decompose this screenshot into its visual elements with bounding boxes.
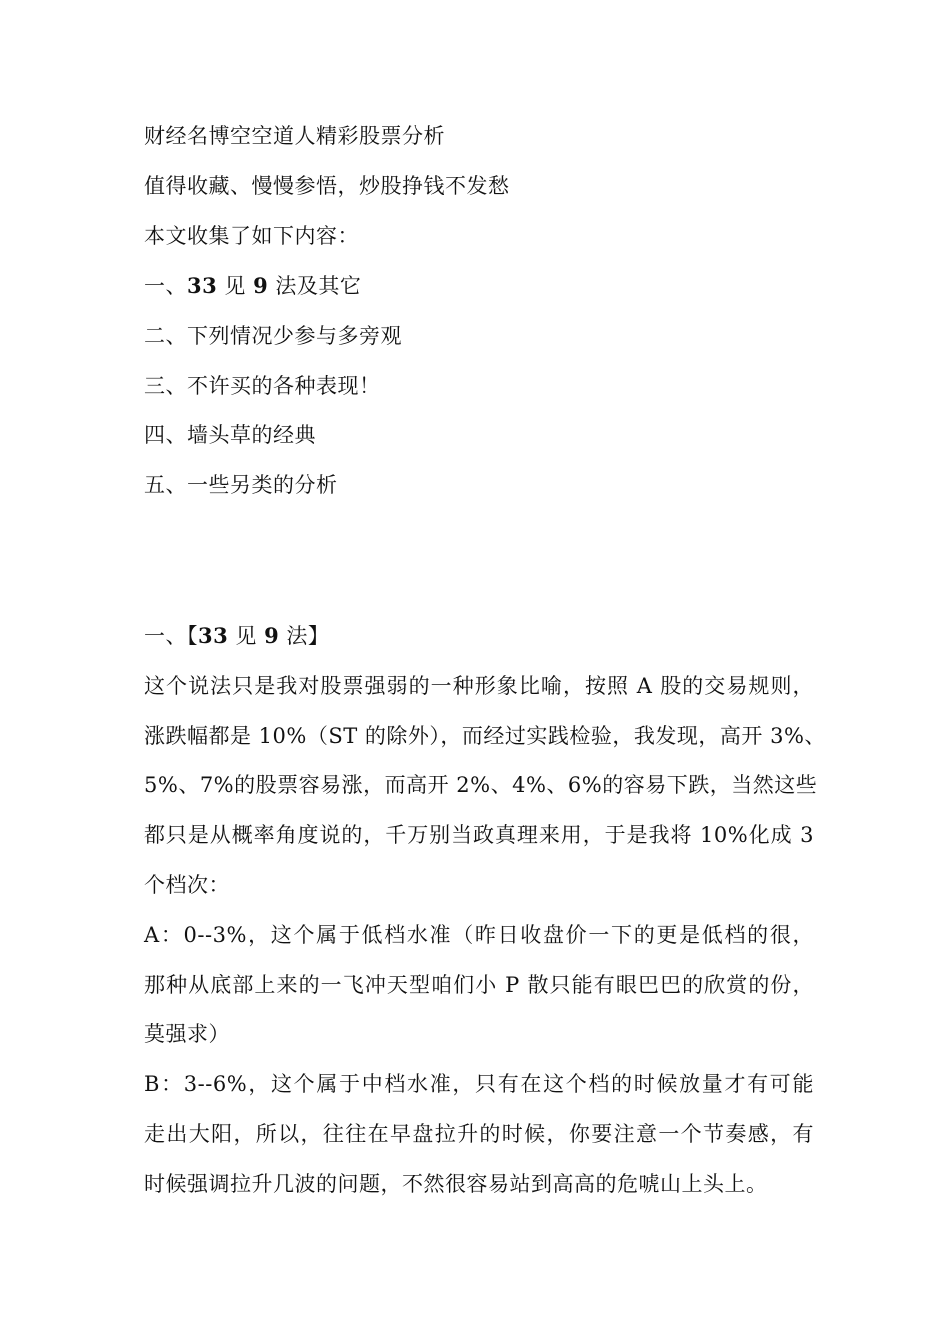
para-b-line-2: 走出大阳，所以，往往在早盘拉升的时候，你要注意一个节奏感，有	[144, 1122, 814, 1146]
toc-item-1	[144, 272, 814, 300]
doc-subtitle: 值得收藏、慢慢参悟，炒股挣钱不发愁	[144, 174, 510, 198]
toc-item-5: 五、一些另类的分析	[144, 473, 338, 497]
section-1-heading-prefix: 一、【	[144, 624, 198, 648]
toc-item-1-mid: 见	[217, 274, 254, 298]
toc-item-1-prefix: 一、	[144, 274, 187, 298]
toc-item-1-suffix: 法及其它	[268, 274, 362, 298]
toc-item-2: 二、下列情况少参与多旁观	[144, 324, 402, 348]
section-1-heading-num-b: 9	[264, 623, 280, 648]
para-a-line-1: A：0--3%，这个属于低档水准（昨日收盘价一下的更是低档的很，	[144, 923, 814, 947]
section-1-heading-num-a: 33	[198, 623, 229, 648]
section-1-heading-mid: 见	[228, 624, 265, 648]
para1-line-1: 这个说法只是我对股票强弱的一种形象比喻，按照 A 股的交易规则，	[144, 674, 814, 698]
para-b-line-3: 时候强调拉升几波的问题，不然很容易站到高高的危唬山上头上。	[144, 1172, 768, 1196]
toc-item-4: 四、墙头草的经典	[144, 423, 316, 447]
para1-line-5: 个档次：	[144, 873, 230, 897]
para1-line-2: 涨跌幅都是 10%（ST 的除外），而经过实践检验，我发现，高开 3%、	[144, 724, 826, 748]
doc-title: 财经名博空空道人精彩股票分析	[144, 124, 445, 148]
toc-heading: 本文收集了如下内容：	[144, 224, 359, 248]
toc-item-3: 三、不许买的各种表现！	[144, 374, 381, 398]
section-1-heading-suffix: 法】	[279, 624, 330, 648]
section-1-heading	[144, 622, 814, 650]
toc-item-1-num-a: 33	[187, 273, 218, 298]
para1-line-4: 都只是从概率角度说的，千万别当政真理来用，于是我将 10%化成 3	[144, 823, 814, 847]
para-a-line-2: 那种从底部上来的一飞冲天型咱们小 P 散只能有眼巴巴的欣赏的份，	[144, 973, 814, 997]
toc-item-1-num-b: 9	[253, 273, 269, 298]
para1-line-3: 5%、7%的股票容易涨，而高开 2%、4%、6%的容易下跌，当然这些	[144, 773, 818, 797]
para-b-line-1: B：3--6%，这个属于中档水准，只有在这个档的时候放量才有可能	[144, 1072, 814, 1096]
para-a-line-3: 莫强求）	[144, 1022, 230, 1046]
